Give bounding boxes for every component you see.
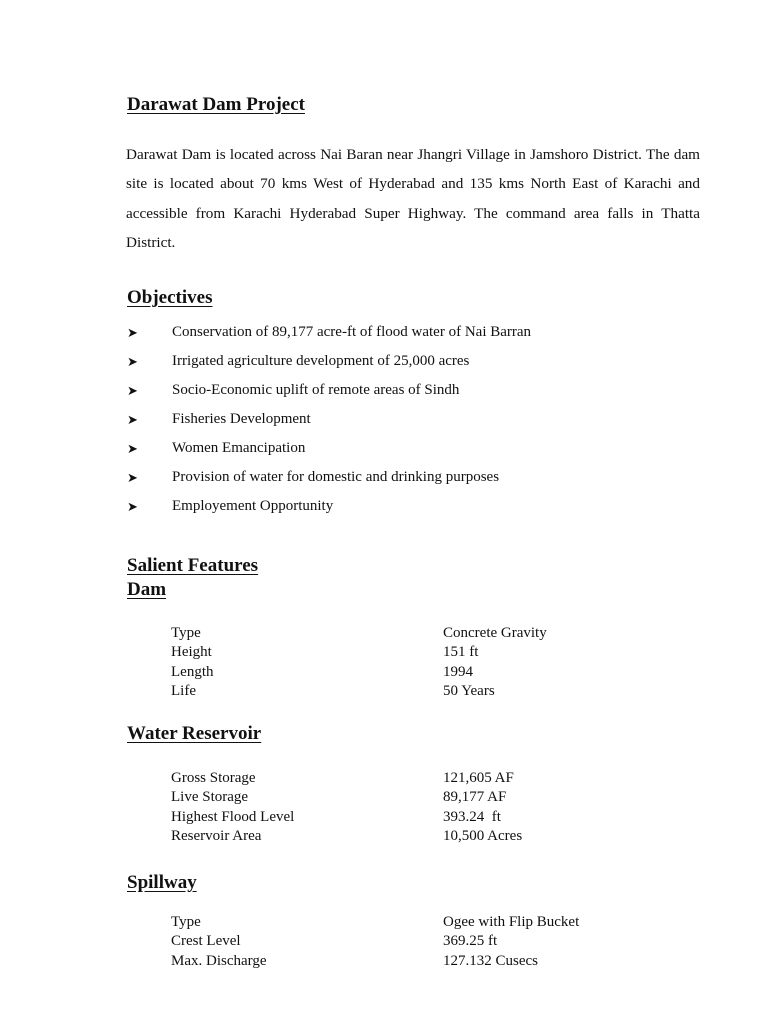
spillway-heading: Spillway [127,872,197,893]
objective-item: ➤ Fisheries Development [127,405,687,434]
objectives-heading: Objectives [127,287,213,308]
table-row: Length 1994 [171,663,473,680]
dam-heading: Dam [127,579,167,600]
objective-item: ➤ Conservation of 89,177 acre-ft of flood water of Nai Barran [127,318,687,347]
objective-item: ➤ Employement Opportunity [127,492,687,521]
water-reservoir-heading: Water Reservoir [127,723,262,744]
arrowhead-bullet-icon: ➤ [127,354,138,369]
objective-item: ➤ Socio-Economic uplift of remote areas of Sindh [127,376,687,405]
arrowhead-bullet-icon: ➤ [127,412,138,427]
spillway-table [171,913,631,971]
table-row: Crest Level 369.25 ft [171,933,498,950]
table-row: Live Storage 89,177 AF [171,789,507,806]
arrowhead-bullet-icon: ➤ [127,383,138,398]
objective-item: ➤ Provision of water for domestic and drinking purposes [127,463,687,492]
page-title: Darawat Dam Project [127,94,305,115]
reservoir-table [171,769,631,847]
arrowhead-bullet-icon: ➤ [127,325,138,340]
arrowhead-bullet-icon: ➤ [127,499,138,514]
table-row: Max. Discharge 127.132 Cusecs [171,952,538,969]
table-row: Type Ogee with Flip Bucket [171,914,580,930]
objective-item: ➤ Irrigated agriculture development of 25,000 acres [127,347,687,376]
objectives-list [127,318,687,521]
table-row: Highest Flood Level 393.24 ft [171,808,501,825]
table-row: Height 151 ft [171,644,479,661]
arrowhead-bullet-icon: ➤ [127,470,138,485]
table-row: Life 50 Years [171,683,495,700]
table-row: Gross Storage 121,605 AF [171,770,514,786]
dam-table [171,624,631,702]
table-row: Type Concrete Gravity [171,625,547,641]
objective-item: ➤ Women Emancipation [127,434,687,463]
salient-features-heading: Salient Features [127,555,259,576]
table-row: Reservoir Area 10,500 Acres [171,828,523,845]
arrowhead-bullet-icon: ➤ [127,441,138,456]
intro-paragraph: Darawat Dam is located across Nai Baran near Jhangri Village in Jamshoro District. The dam site is located about 70 kms West of Hyderabad and 135 kms North East of Karachi and accessible from Karachi Hyderabad Super Highway. The command area falls in Thatta District. [126,146,700,251]
